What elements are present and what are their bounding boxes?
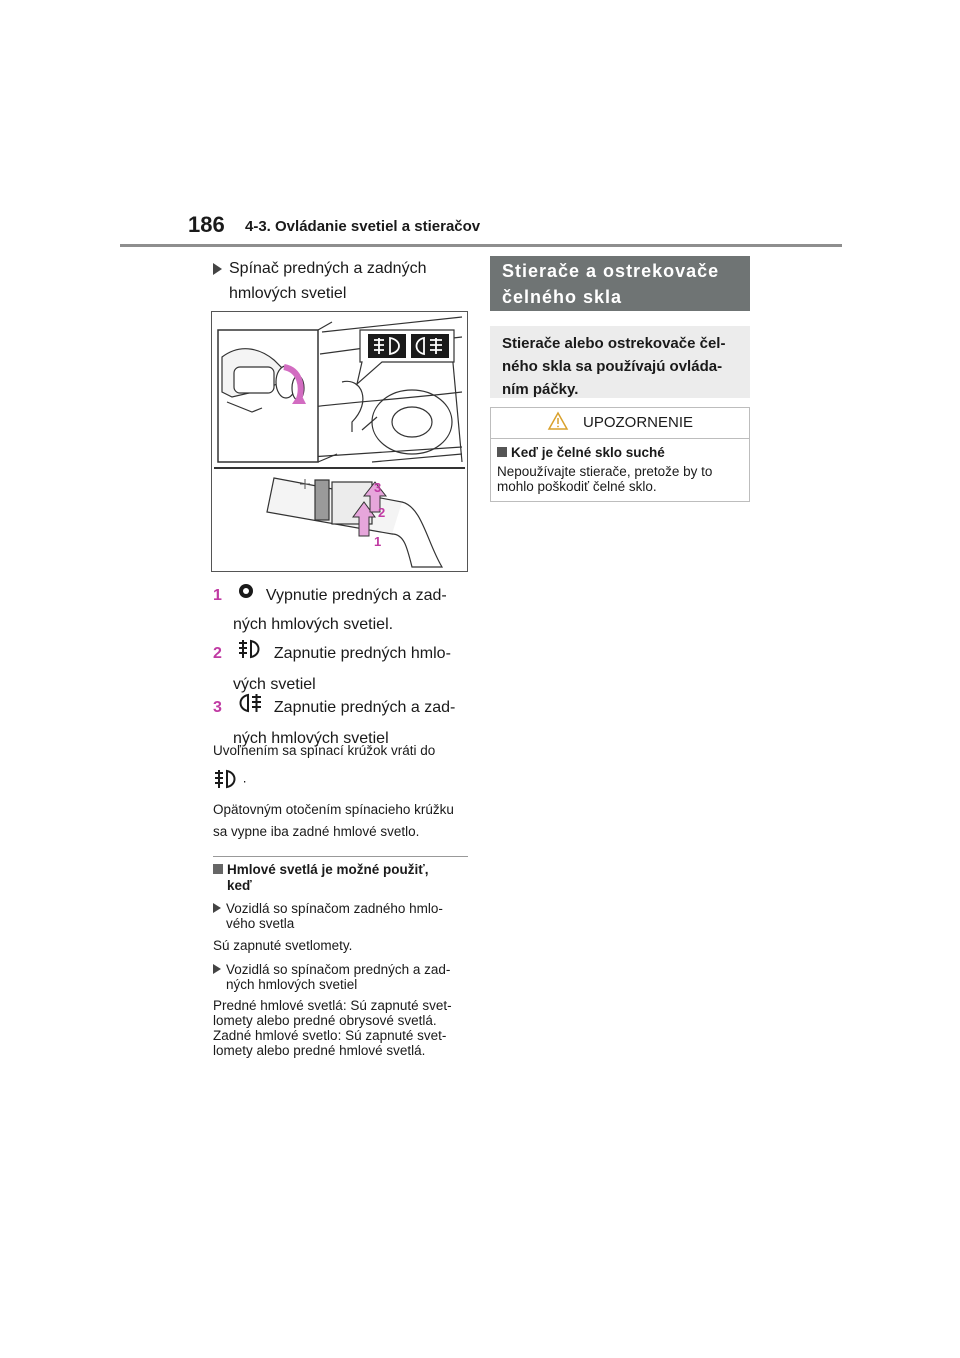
- step-1: [213, 581, 447, 639]
- item-line-1: Vozidlá so spínačom zadného hmlo-: [226, 901, 443, 916]
- rear-fog-icon: [237, 692, 263, 724]
- square-bullet-icon: [497, 447, 507, 457]
- item-line-2: ných hmlových svetiel: [226, 977, 358, 992]
- note-line-3: Zadné hmlové svetlo: Sú zapnuté svet-: [213, 1028, 447, 1043]
- release-text: Uvoľnením sa spínací krúžok vráti do: [213, 743, 436, 758]
- warning-text-line-1: Nepoužívajte stierače, pretože by to: [497, 464, 713, 479]
- section-title-line-2: čelného skla: [502, 287, 623, 307]
- step-number: 2: [213, 645, 222, 663]
- chapter-title: 4-3. Ovládanie svetiel a stieračov: [245, 218, 481, 235]
- warning-text: [497, 464, 742, 494]
- note-line-1: Predné hmlové svetlá: Sú zapnuté svet-: [213, 998, 452, 1013]
- note-line-4: lomety alebo predné hmlové svetlá.: [213, 1043, 426, 1058]
- step-text-line-2: vých svetiel: [233, 676, 316, 693]
- warning-title: [491, 408, 749, 439]
- note-line-2: lomety alebo predné obrysové svetlá.: [213, 1013, 437, 1028]
- step-number: 3: [213, 699, 222, 717]
- step-text-line-1: Zapnutie predných hmlo-: [273, 645, 451, 663]
- step-2: [213, 638, 451, 699]
- rotate-text: [213, 800, 469, 842]
- condition-item-1: [213, 901, 469, 931]
- section-divider: [213, 856, 468, 857]
- condition-heading-line-1: Hmlové svetlá je možné použiť,: [227, 862, 429, 877]
- triangle-bullet-icon: [213, 903, 221, 913]
- condition-heading-line-2: keď: [227, 878, 252, 893]
- intro-line-3: ním páčky.: [502, 381, 579, 398]
- intro-line-2: ného skla sa používajú ovláda-: [502, 358, 723, 375]
- bullet-line-2: hmlových svetiel: [229, 285, 347, 302]
- header-divider: [120, 244, 842, 247]
- fog-switch-bullet: [213, 256, 426, 306]
- front-fog-icon: [237, 638, 263, 670]
- release-suffix: .: [242, 770, 247, 786]
- item-1-note: Sú zapnuté svetlomety.: [213, 938, 353, 953]
- triangle-bullet-icon: [213, 263, 222, 275]
- callout-2: 2: [378, 505, 386, 520]
- step-number: 1: [213, 587, 222, 604]
- rotate-line-2: sa vypne iba zadné hmlové svetlo.: [213, 824, 420, 839]
- rotate-line-1: Opätovným otočením spínacieho krúžku: [213, 802, 454, 817]
- warning-title-text: UPOZORNENIE: [582, 414, 693, 431]
- warning-text-line-2: mohlo poškodiť čelné sklo.: [497, 479, 657, 494]
- intro-line-1: Stierače alebo ostrekovače čel-: [502, 335, 726, 352]
- step-text-line-2: ných hmlových svetiel: [233, 730, 389, 747]
- callout-3: 3: [374, 480, 382, 495]
- item-line-2: vého svetla: [226, 916, 295, 931]
- fog-light-note: [213, 998, 469, 1058]
- illustration-drawing: [212, 312, 467, 571]
- section-title-line-1: Stierače a ostrekovače: [502, 261, 720, 281]
- warning-triangle-icon: [547, 411, 569, 431]
- condition-heading: [213, 862, 463, 894]
- step-text-line-1: Zapnutie predných a zad-: [273, 699, 456, 717]
- warning-heading-text: Keď je čelné sklo suché: [511, 445, 665, 460]
- page-number: 186: [188, 212, 225, 237]
- fog-off-icon: [237, 581, 255, 610]
- condition-item-2: [213, 962, 469, 992]
- step-text-line-2: ných hmlových svetiel.: [233, 616, 394, 634]
- release-icon-line: [213, 768, 247, 790]
- item-line-1: Vozidlá so spínačom predných a zad-: [226, 962, 451, 977]
- front-fog-icon: [213, 771, 243, 786]
- bullet-line-1: Spínač predných a zadných: [229, 260, 427, 277]
- warning-box: [490, 407, 750, 502]
- square-bullet-icon: [213, 864, 223, 874]
- fog-switch-illustration: [211, 311, 468, 572]
- step-text-line-1: Vypnutie predných a zad-: [265, 587, 447, 604]
- callout-1: 1: [374, 534, 382, 549]
- triangle-bullet-icon: [213, 964, 221, 974]
- wiper-section-title: [490, 256, 750, 311]
- warning-heading: [497, 445, 665, 460]
- wiper-intro: [490, 326, 750, 398]
